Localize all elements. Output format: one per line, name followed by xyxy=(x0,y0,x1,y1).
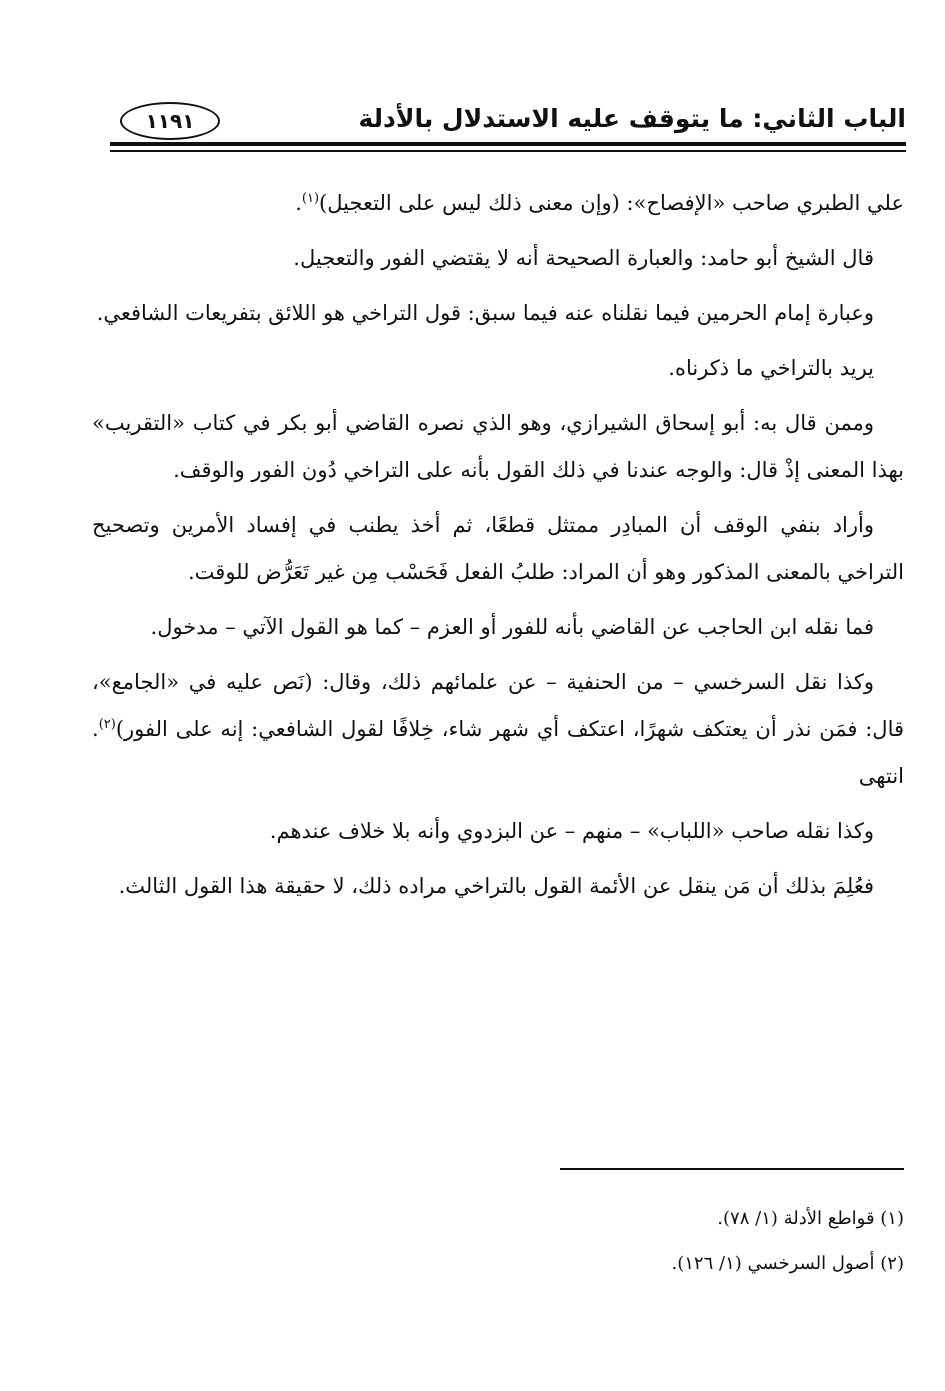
paragraph: يريد بالتراخي ما ذكرناه. xyxy=(668,356,874,380)
main-text xyxy=(92,180,904,910)
footnotes xyxy=(92,1196,904,1286)
paragraph: وممن قال به: أبو إسحاق الشيرازي، وهو الذي نصره القاضي أبو بكر في كتاب «التقريب» بهذا المعنى إذْ قال: والوجه عندنا في ذلك القول بأنه على التراخي دُون الفور والوقف. xyxy=(92,411,904,482)
page-header xyxy=(110,96,906,156)
paragraph: وأراد بنفي الوقف أن المبادِر ممتثل قطعًا، ثم أخذ يطنب في إفساد الأمرين وتصحيح التراخي بالمعنى المذكور وهو أن المراد: طلبُ الفعل فَحَسْب مِن غير تَعَرُّض للوقت. xyxy=(92,513,904,584)
chapter-title: الباب الثاني: ما يتوقف عليه الاستدلال بالأدلة xyxy=(358,104,906,133)
paragraph: وعبارة إمام الحرمين فيما نقلناه عنه فيما سبق: قول التراخي هو اللائق بتفريعات الشافعي. xyxy=(96,301,874,325)
header-rule-thin xyxy=(110,150,906,152)
footnote: (٢) أصول السرخسي (١/ ١٢٦). xyxy=(671,1253,904,1274)
footnote-ref: (٢) xyxy=(98,717,116,732)
paragraph: وكذا نقل السرخسي – من الحنفية – عن علمائهم ذلك، وقال: (نَص عليه في «الجامع»، قال: فمَن نذر أن يعتكف شهرًا، اعتكف أي شهر شاء، خِلافًا لقول الشافعي: إنه على الفور)$^{(٢)}$. انتهى xyxy=(92,670,904,788)
page-number-badge: ١١٩١ xyxy=(120,102,220,140)
header-rule-thick xyxy=(110,142,906,146)
footnote: (١) قواطع الأدلة (١/ ٧٨). xyxy=(717,1208,904,1229)
paragraph: فما نقله ابن الحاجب عن القاضي بأنه للفور أو العزم – كما هو القول الآتي – مدخول. xyxy=(150,615,874,639)
paragraph: فعُلِمَ بذلك أن مَن ينقل عن الأئمة القول بالتراخي مراده ذلك، لا حقيقة هذا القول الثالث. xyxy=(118,874,874,898)
paragraph: علي الطبري صاحب «الإفصاح»: (وإن معنى ذلك ليس على التعجيل)$^{(١)}$. xyxy=(295,191,904,215)
footnote-ref: (١) xyxy=(301,191,320,206)
footnote-separator xyxy=(560,1168,904,1170)
paragraph: قال الشيخ أبو حامد: والعبارة الصحيحة أنه لا يقتضي الفور والتعجيل. xyxy=(293,246,874,270)
paragraph: وكذا نقله صاحب «اللباب» – منهم – عن البزدوي وأنه بلا خلاف عندهم. xyxy=(269,819,874,843)
